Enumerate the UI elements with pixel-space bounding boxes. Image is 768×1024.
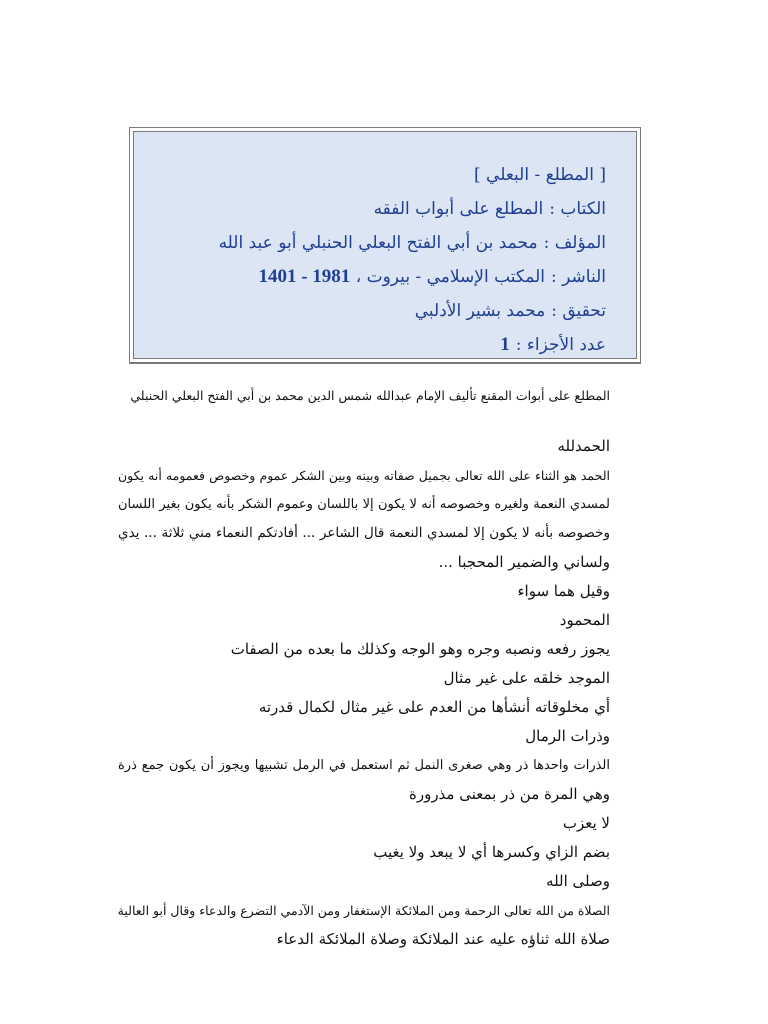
document-body: [118, 381, 610, 954]
paragraph: أي مخلوقاته أنشأها من العدم على غير مثال لكمال قدرته: [258, 698, 610, 716]
paragraph: وقيل هما سواء: [517, 582, 610, 600]
book-name-label: الكتاب :: [549, 199, 606, 219]
book-title-text: [ المطلع - البعلي ]: [473, 165, 606, 185]
paragraph: ولساني والضمير المحجبا ...: [438, 553, 610, 571]
paragraph: يجوز رفعه ونصبه وجره وهو الوجه وكذلك ما بعده من الصفات: [230, 640, 610, 658]
paragraph: الحمدلله: [557, 437, 610, 455]
book-info-box: [129, 127, 641, 363]
paragraph: صلاة الله ثناؤه عليه عند الملائكة وصلاة الملائكة الدعاء: [276, 930, 610, 948]
parts-value: 1: [500, 334, 510, 355]
paragraph: الموجد خلقه على غير مثال: [443, 669, 610, 687]
author-row: [134, 226, 606, 260]
book-heading: المطلع على أبوات المقنع تأليف الإمام عبدالله شمس الدين محمد بن أبي الفتح البعلي الحنبلي: [130, 388, 610, 403]
editor-row: [134, 294, 606, 328]
book-name-value: المطلع على أبواب الفقه: [373, 199, 544, 219]
publisher-row: [134, 260, 606, 294]
author-label: المؤلف :: [543, 233, 606, 253]
paragraph: وصلى الله: [546, 872, 610, 890]
paragraph: الذرات واحدها ذر وهي صغرى النمل ثم استعمل في الرمل تشبيها ويجوز أن يكون جمع ذرة: [118, 758, 611, 773]
parts-label: عدد الأجزاء :: [515, 335, 606, 355]
paragraph: وذرات الرمال: [525, 727, 610, 745]
box-bottom-rule: [129, 363, 641, 364]
paragraph: لمسدي النعمة ولغيره وخصوصه أنه لا يكون إلا باللسان وعموم الشكر بأنه يكون بغير اللسان: [118, 497, 610, 512]
publisher-years: 1401 - 1981: [258, 266, 351, 287]
paragraph: الصلاة من الله تعالى الرحمة ومن الملائكة الإستغفار ومن الآدمي التضرع والدعاء وقال أبو العالية: [117, 903, 610, 918]
editor-label: تحقيق :: [551, 301, 606, 321]
editor-value: محمد بشير الأدلبي: [414, 301, 546, 321]
paragraph: بضم الزاي وكسرها أي لا يبعد ولا يغيب: [373, 843, 610, 861]
paragraph: لا يعزب: [562, 814, 610, 832]
paragraph: وهي المرة من ذر بمعنى مذرورة: [408, 785, 610, 803]
publisher-label: الناشر :: [551, 267, 606, 287]
book-title: [134, 158, 606, 192]
author-value: محمد بن أبي الفتح البعلي الحنبلي أبو عبد الله: [218, 233, 538, 253]
book-info-panel: [133, 131, 637, 359]
publisher-value: المكتب الإسلامي - بيروت ،: [355, 267, 546, 287]
paragraph: المحمود: [559, 611, 610, 629]
paragraph: وخصوصه بأنه لا يكون إلا لمسدي النعمة قال الشاعر ... أفادتكم النعماء مني ثلاثة ... يدي: [118, 525, 610, 541]
parts-row: [134, 328, 606, 362]
book-name-row: [134, 192, 606, 226]
paragraph: الحمد هو الثناء على الله تعالى بجميل صفاته وبينه وبين الشكر عموم وخصوص فعمومه أنه يكون: [118, 468, 610, 483]
